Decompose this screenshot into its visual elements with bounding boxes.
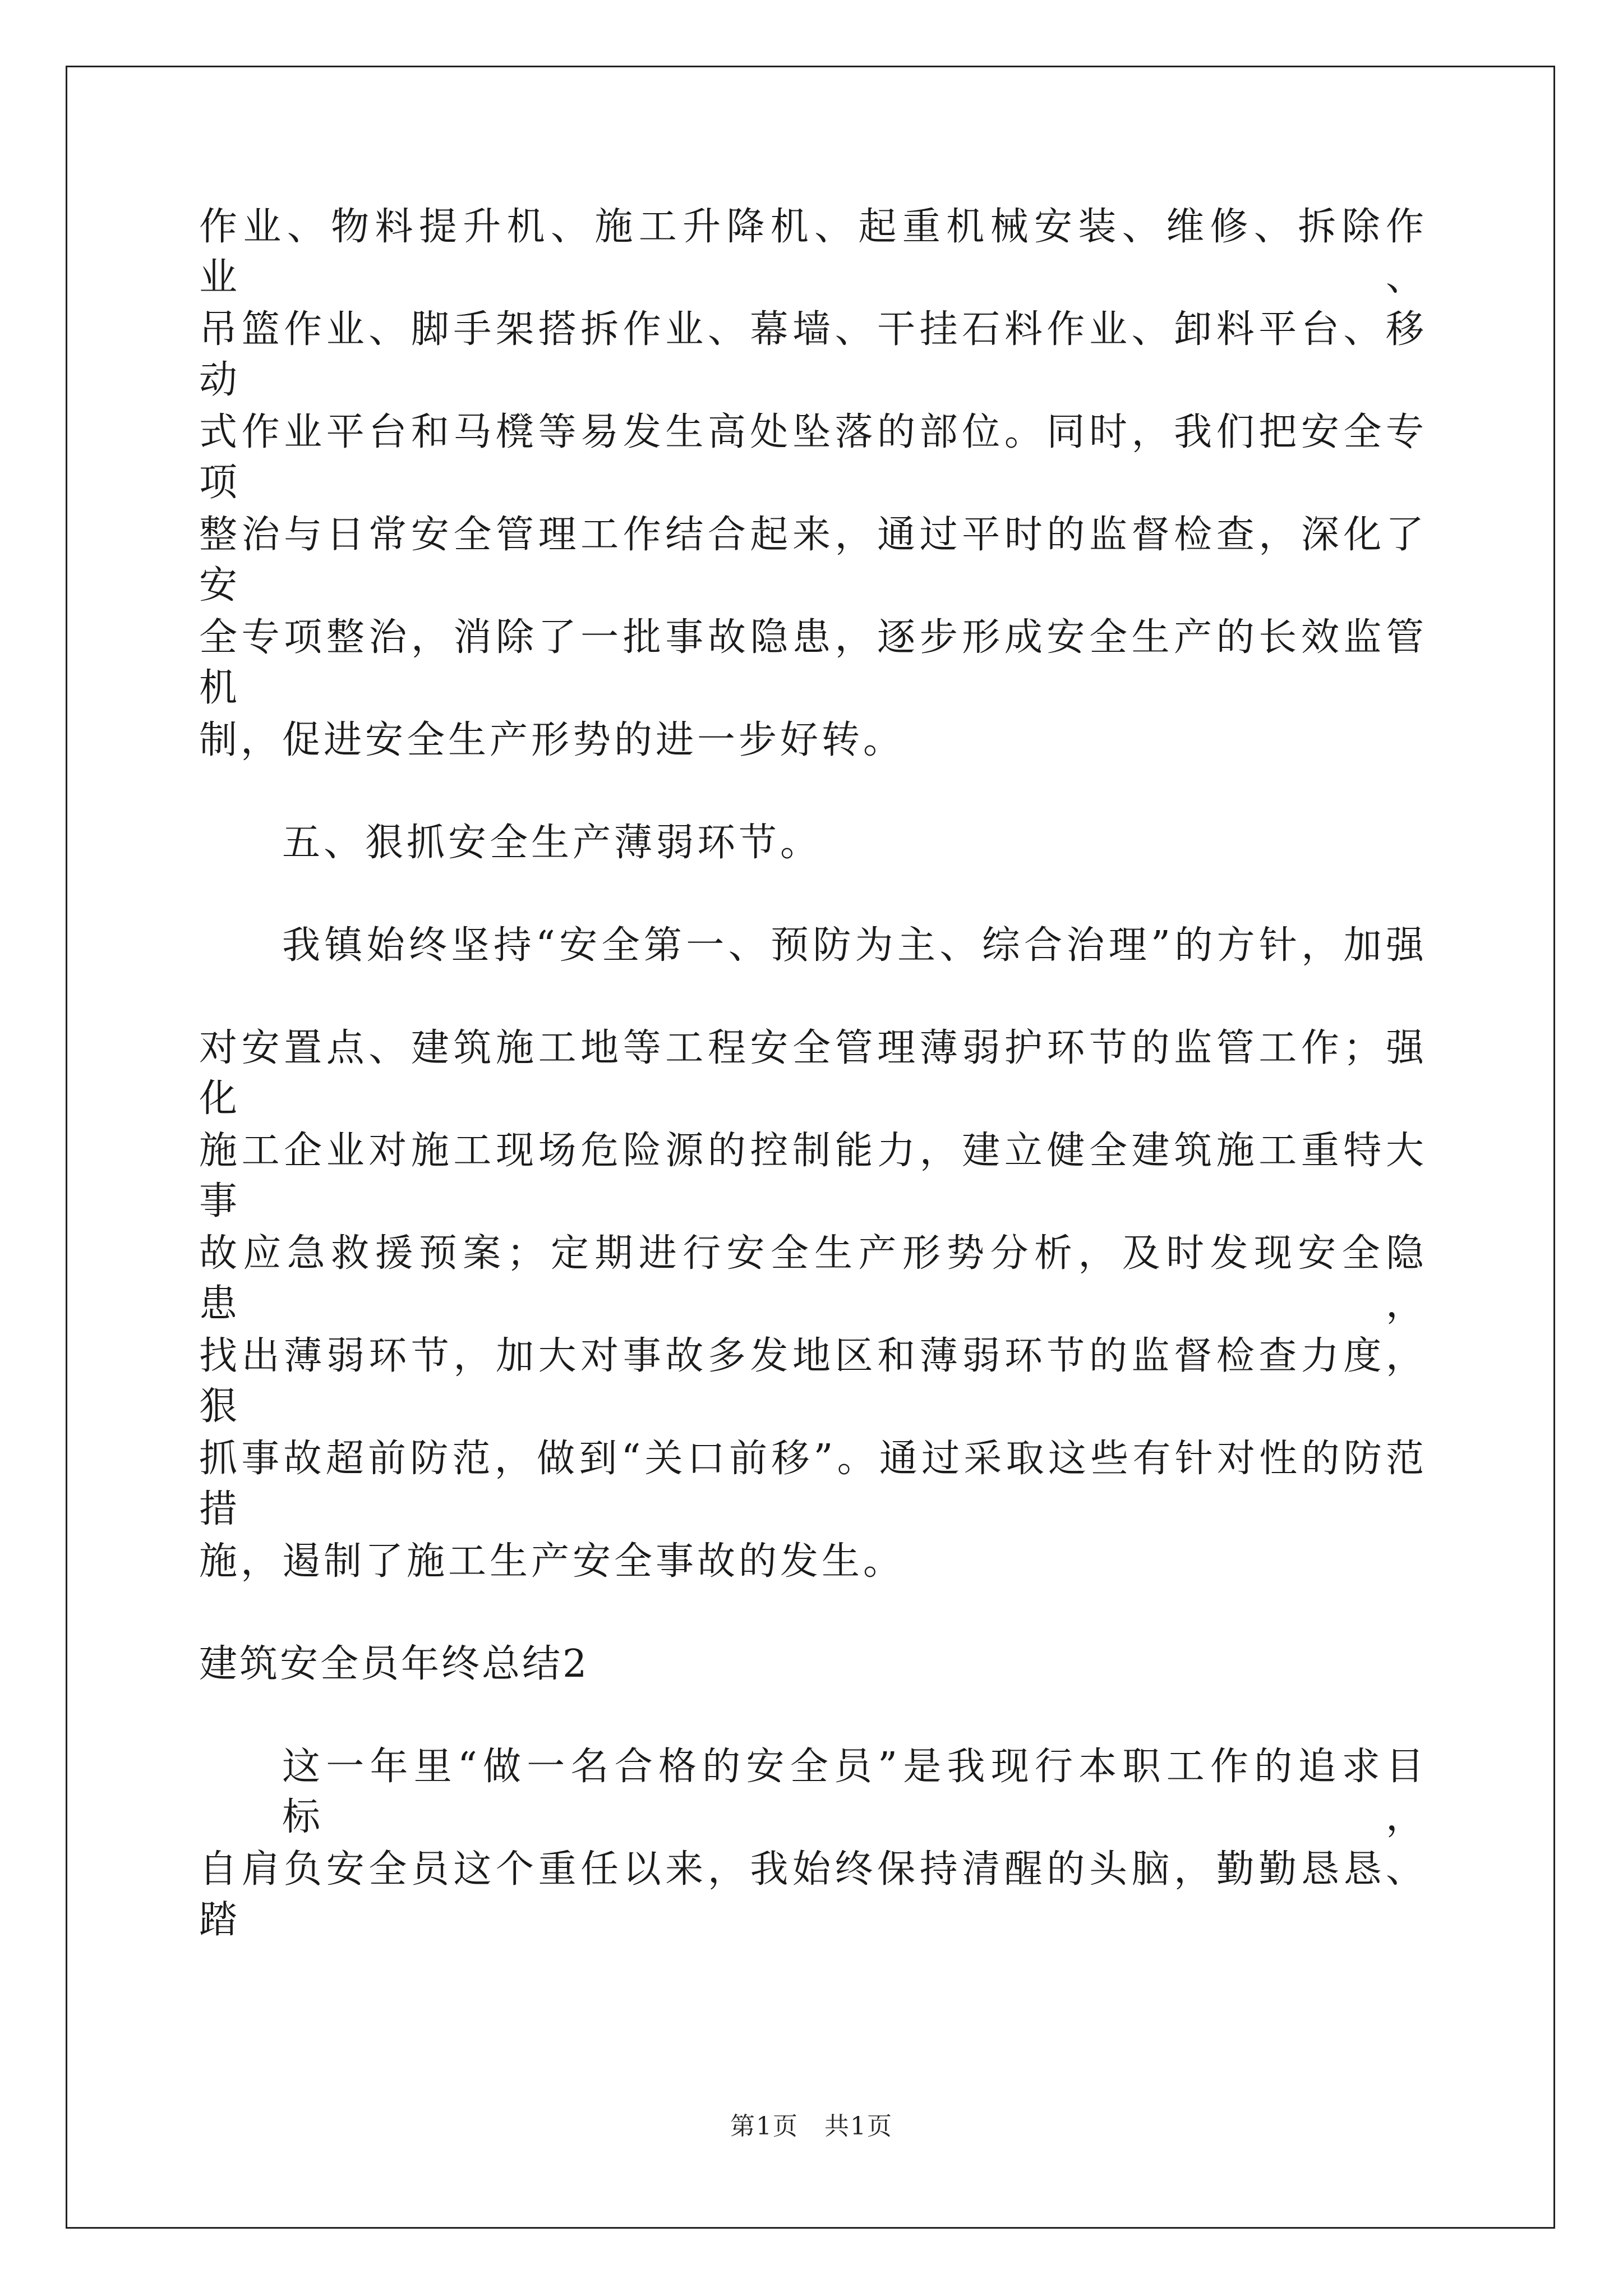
document-body (199, 202, 1427, 1947)
paragraph-line: 施工企业对施工现场危险源的控制能力，建立健全建筑施工重特大事 (199, 1129, 1427, 1223)
paragraph-line: 抓事故超前防范，做到“关口前移”。通过采取这些有针对性的防范措 (199, 1437, 1427, 1531)
page-footer: 第1页 共1页 (730, 2112, 893, 2141)
paragraph-line: 我镇始终坚持“安全第一、预防为主、综合治理”的方针，加强 (282, 923, 1427, 968)
paragraph-line: 制，促进安全生产形势的进一步好转。 (199, 718, 905, 762)
paragraph-line: 全专项整治，消除了一批事故隐患，逐步形成安全生产的长效监管机 (199, 615, 1427, 710)
paragraph-line: 找出薄弱环节，加大对事故多发地区和薄弱环节的监督检查力度，狠 (199, 1334, 1427, 1429)
paragraph-line: 施，遏制了施工生产安全事故的发生。 (199, 1539, 905, 1584)
section-heading: 五、狠抓安全生产薄弱环节。 (282, 821, 822, 865)
document-title: 建筑安全员年终总结2 (199, 1642, 589, 1686)
paragraph-line: 整治与日常安全管理工作结合起来，通过平时的监督检查，深化了安 (199, 513, 1427, 608)
paragraph-line: 吊篮作业、脚手架搭拆作业、幕墙、干挂石料作业、卸料平台、移动 (199, 307, 1427, 402)
paragraph-line: 作业、物料提升机、施工升降机、起重机械安装、维修、拆除作业、 (199, 205, 1427, 300)
paragraph-line: 这一年里“做一名合格的安全员”是我现行本职工作的追求目标， (282, 1745, 1427, 1839)
paragraph-line: 自肩负安全员这个重任以来，我始终保持清醒的头脑，勤勤恳恳、踏 (199, 1847, 1427, 1942)
paragraph-line: 故应急救援预案；定期进行安全生产形势分析，及时发现安全隐患， (199, 1231, 1427, 1326)
paragraph-line: 对安置点、建筑施工地等工程安全管理薄弱护环节的监管工作；强化 (199, 1026, 1427, 1121)
paragraph-line: 式作业平台和马櫈等易发生高处坠落的部位。同时，我们把安全专项 (199, 410, 1427, 505)
